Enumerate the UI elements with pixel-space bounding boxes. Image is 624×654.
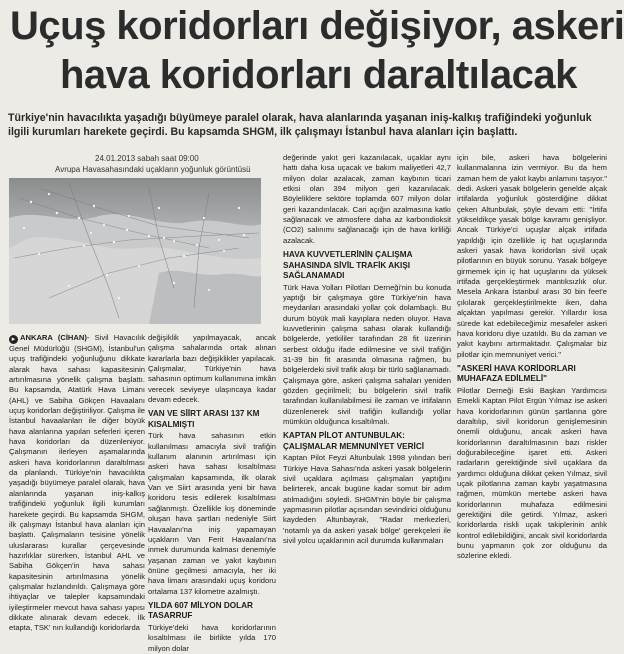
col3-subheading-1: HAVA KUVVETLERİNİN ÇALIŞMA SAHASINDA SİVİL TRAFİK AKIŞI SAĞLANAMADI	[283, 250, 413, 281]
air-traffic-density-map	[9, 178, 261, 324]
col4-subheading-1: "ASKERİ HAVA KORİDORLARI MUHAFAZA EDİLMELİ"	[457, 363, 576, 384]
col2-paragraph-2: Türk hava sahasının etkin kullanılması amacıyla sivil trafiğin kullanım alanının artırılması için askeri hava sahası kısaltılması çalışmaları kapsamında, ilk olarak Van ve Siirt arasında yeni bir hava koridoru tesis edilerek kısaltılması sağlanmıştı. Özellikle kış döneminde oluşan hava şartları nedeniyle Siirt Havaalanı'na iniş yapamayan uçakların Van Ferit Havaalanı'na inmek durumunda kalması denemiyle yaşanan zaman ve yakıt kaybının önüne geçilmesi amacıyla, her iki hava limanı arasındaki uçuş koridoru ortalama 137 kilometre azalmıştı.	[148, 431, 276, 596]
col1-paragraph	[9, 333, 145, 634]
col3-subheading-2: KAPTAN PİLOT ANTUNBULAK: ÇALIŞMALAR MEMNUNİYET VERİCİ	[283, 431, 425, 451]
column-2	[148, 333, 276, 653]
col2-paragraph-3: Türkiye'deki hava koridorlarının kısaltılması ile birlikte yılda 170 milyon dolar	[148, 622, 276, 653]
photo-caption	[55, 153, 251, 175]
map-graphic	[9, 178, 261, 324]
caption-date: 24.01.2013	[95, 154, 136, 163]
article-headline	[10, 2, 624, 100]
caption-time: sabah saat 09:00	[137, 154, 199, 163]
dateline: ANKARA (CİHAN)	[20, 333, 87, 342]
column-4	[457, 153, 607, 637]
col2-paragraph-1: değişiklik yapılmayacak, ancak çalışma sahalarında ortak alınan kararlarla bazı değişiklikler yapılacak. Çalışmalar, Türkiye'nin hava sahasının optimum kullanımına imkân verecek seviyeye ulaşıncaya kadar devam edecek.	[148, 333, 276, 405]
headline-line-1: Uçuş koridorları değişiyor, askeri	[10, 4, 624, 48]
headline-line-2: hava koridorları daraltılacak	[60, 53, 577, 97]
col3-paragraph-1: değerinde yakıt geri kazanılacak, uçaklar aynı hattı daha kısa uçacak ve bakım maliyetleri 42,7 milyon dolar azalacak, zaman kaybının ticari etkisi olan 394 milyon geri kazanılacak. Böyleliklere sektöre toplamda 607 milyon dolar geri kazandırılacak. Cari açığın azalmasına katkı sağlanacak ve atmosfere daha az karbondioksit (CO2) salınımı sağlanacağı için de hava kirliliği azalacak.	[283, 153, 451, 245]
col2-subheading-1: VAN VE SİİRT ARASI 137 KM KISALMIŞTI	[148, 409, 260, 429]
col3-paragraph-3: Kaptan Pilot Feyzi Altunbulak 1998 yılından beri Türkiye Hava Sahası'nda askeri yasak bölgelerin sivil uçaklara açılması çalışmaları yaptığını belirterek, ancak bugüne kadar somut bir adım atılmadığını söyledi. SHGM'nin böyle bir çalışma yapmasının pilotlar açısından sevindirici olduğunu kaydeden Altunbayrak, "Radar merkezleri, 'notamlı ya da askeri yasak bölge' gerekçeleri ile sivil yolcu uçaklarının acil durumda kullanmaları	[283, 453, 451, 546]
column-1	[9, 333, 145, 637]
col4-paragraph-2: Pilotlar Derneği Eski Başkan Yardımcısı Emekli Kaptan Pilot Ergün Yılmaz ise askeri hava koridorlarının günün şartlarına göre daraltılıp, sivil koridorun genişlemesinin önemli olduğunu, ancak askeri hava koridorlarının daraltılmasının bazı riskler doğurabileceğine işaret etti. Askeri radarların gerektiğinde sivil uçaklara da yardımcı olduğuna dikkat çeken Yılmaz, sivil uçak pilotlarına zaman kaybı yaşatmasına rağmen, mümkün mertebe askeri hava koridorlarının muhafaza edilmesini gerektiğini dile getirdi. Yılmaz, askeri koridorlarda riskli uçak takiplerinin anlık kontrol edilebildiğini, ancak sivil koridorlarda bunu yapmanın çok zor olduğunu da sözlerine ekledi.	[457, 385, 607, 561]
caption-text: Avrupa Havasahasındaki uçakların yoğunluk görüntüsü	[55, 165, 251, 174]
col4-paragraph-1: için bile, askeri hava bölgelerini kullanmalarına izin vermiyor. Bu da hem zaman hem de yakıt kaybı anlamını taşıyor." dedi. Askeri yasak bölgelerin genelde alçak irtifalarda yoğunluk gösterdiğine dikkat çeken Altunbulak, şöyle devam etti: "İrtifa yükseldikçe yasak bölge kavramı genişliyor. Ancak Türkiye'ci uçuşlar alçak irtifada yapıldığı için özellikle iç hat uçuşlarında askeri yasak hava koridorları sivil uçak pilotlarının en büyük sorunu. Yasak bölgeye girmemek için iç hat uçuşlarını da yüksek irtifada gerçekleştirmek mantıksızlık olur. Mesela Ankara İstanbul arası 30 bin feet'e çıkılarak gerçekleştirilmekte iken, daha alçaktan yapılması gerekir. Yıllardır kısa sürede kat edebileceğimiz mesafeler askeri hava koridoru diye uzatıldı. Bu da zaman ve yakıt kaybını artırmaktadır. Çalışmalar biz pilotlar için memnuniyet verici."	[457, 153, 607, 359]
col3-paragraph-2: Türk Hava Yolları Pilotları Derneği'nin bu konuda yaptığı bir çalışmaya göre Türkiye'nin hava meydanları arasındaki yollar çok dolambaçlı. Bu durum büyük mali kayıplara neden oluyor. Hava kuvvetlerinin çalışma sahası olarak kullandığı bölgelerde, yetkililer tarafından 28 fit üzerinin serbest olduğu ifade edilmesine ve sivil trafiğin 31-39 bin fit arasında olmasına rağmen, bu bölgelerdeki sivil trafik akışı bir türlü sağlanamadı. Çalışmaya göre, askeri çalışma sahaları yeniden gözden geçirilmeli; bu bölgelerin sivil trafik tarafından kullanılabilmesi ile zaman ve irtifaların düzenlenerek sivil trafiğin kullandığı yollar mümkün olduğunca kısaltılmalı.	[283, 282, 451, 427]
col1-body: - Sivil Havacılık Genel Müdürlüğü (SHGM), İstanbul'un uçuş trafiğindeki yoğunluğunu dikkate alarak hava sahası kapasitesinin artırılmasına yönelik çalışma başlattı. Bu kapsamda, Atatürk Hava Limanı (AHL) ve Sabiha Gökçen Havaalanı uçuş koridorları değiştiriliyor. Çalışma ile İstanbul havaalanları ile diğer büyük hava alanlarına yapılan seferleri içeren hava koridorları da düzenleniyor. Çalışmanın ilerleyen aşamalarında askeri hava koridorlarının daraltılması da planlandı. Türkiye'nin havacılıkta yaşadığı büyümeye paralel olarak, hava alanlarında yaşanan iniş-kalkış trafiğindeki yoğunluk ilgili kurumları harekete geçirdi. Bu kapsamda SHGM, ilk çalışmayı İstanbul hava alanları için başlattı. Çalışmaların tesisine yönelik uluslararası kurallar çerçevesinde hazırlıklar sürerken, İstanbul AHL ve Sabiha Gökçen'in hava sahası kapasitesinin artırılmasına yönelik çalışmalar hızlandırıldı. Çalışmaya göre ihtiyaçlar ve talepler kapsamındaki iyileştirmeler mevcut hava sahası yapısı dikkate alınarak devam edecek. İlk etapta, TSK' nın kullandığı koridorlarda	[9, 333, 145, 633]
col2-subheading-2: YILDA 607 MİLYON DOLAR TASARRUF	[148, 600, 253, 621]
article-lead: Türkiye'nin havacılıkta yaşadığı büyümeye paralel olarak, hava alanlarında yaşanan iniş-kalkış trafiğindeki yoğunluk ilgili kurumları harekete geçirdi. Bu kapsamda SHGM, ilk çalışmayı İstanbul hava alanları için başlattı.	[8, 112, 592, 139]
column-3	[283, 153, 451, 637]
arrow-right-icon: ▸	[9, 335, 18, 344]
